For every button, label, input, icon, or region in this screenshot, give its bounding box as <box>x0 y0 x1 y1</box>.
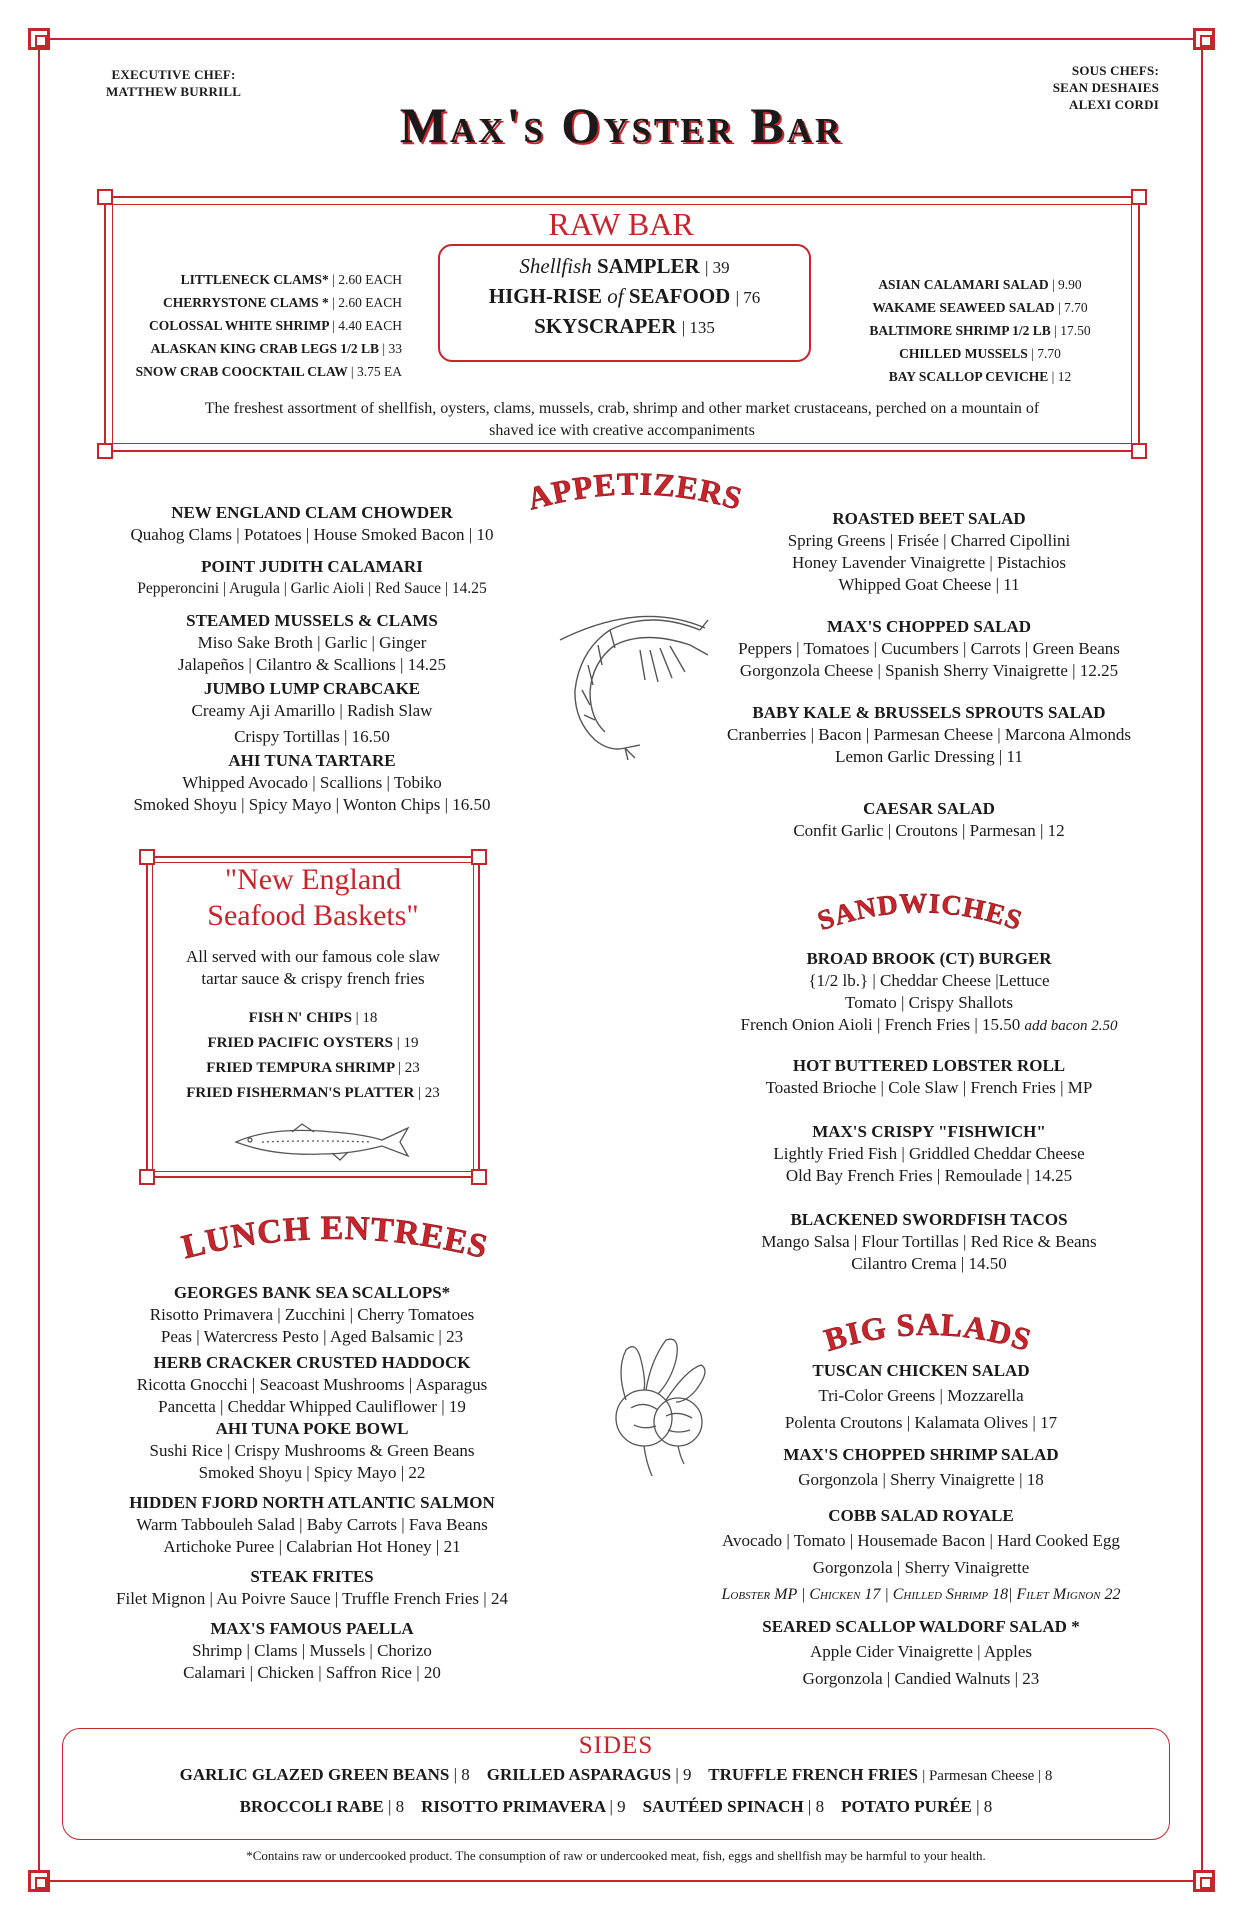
menu-item: JUMBO LUMP CRABCAKE Creamy Aji Amarillo | Radish Slaw Crispy Tortillas | 16.50 <box>191 679 433 746</box>
sous-chefs-label: SOUS CHEFS: <box>1071 63 1159 78</box>
menu-item: POINT JUDITH CALAMARI Pepperoncini | Arugula | Garlic Aioli | Red Sauce | 14.25 <box>137 557 487 597</box>
menu-item: HIDDEN FJORD NORTH ATLANTIC SALMON Warm Tabbouleh Salad | Baby Carrots | Fava Beans Artichoke Puree | Calabrian Hot Honey | 21 <box>129 1493 495 1556</box>
menu-item: CAESAR SALAD Confit Garlic | Croutons | Parmesan | 12 <box>793 799 1065 840</box>
sampler-item: SKYSCRAPER | 135 <box>534 314 715 338</box>
box-corner-ornament <box>97 189 113 205</box>
restaurant-name: Max's Oyster Bar <box>399 97 844 153</box>
sides-row <box>62 1760 1170 1791</box>
baskets-content <box>152 862 474 1106</box>
appetizers-list <box>104 502 520 826</box>
box-corner-ornament <box>471 1169 487 1185</box>
menu-item: COBB SALAD ROYALE Avocado | Tomato | Housemade Bacon | Hard Cooked Egg Gorgonzola | Sherry Vinaigrette Lobster MP | Chicken 17 | Chilled Shrimp 18| Filet Mignon 22 <box>676 1505 1166 1608</box>
raw-bar-note: The freshest assortment of shellfish, oysters, clams, mussels, crab, shrimp and other market crustaceans, perched on a mountain of shaved ice with creative accompaniments <box>204 400 1040 439</box>
menu-item: AHI TUNA TARTARE Whipped Avocado | Scallions | Tobiko Smoked Shoyu | Spicy Mayo | Wonton Chips | 16.50 <box>133 751 491 814</box>
menu-item: STEAK FRITES Filet Mignon | Au Poivre Sauce | Truffle French Fries | 24 <box>116 1567 508 1608</box>
sampler-list <box>438 252 811 342</box>
big-salads-list <box>676 1360 1166 1692</box>
raw-item: LITTLENECK CLAMS* | 2.60 EACH <box>180 272 402 287</box>
corner-ornament <box>28 1870 50 1892</box>
raw-item: SNOW CRAB COOCKTAIL CLAW | 3.75 EA <box>135 364 402 379</box>
corner-ornament <box>1193 1870 1215 1892</box>
corner-ornament <box>1193 28 1215 50</box>
baskets-desc: All served with our famous cole slaw <box>186 947 440 966</box>
box-corner-ornament <box>97 443 113 459</box>
raw-bar-left-list <box>110 268 402 383</box>
lunch-entrees-title <box>170 1198 500 1278</box>
fish-illustration <box>232 1120 412 1164</box>
box-corner-ornament <box>1131 189 1147 205</box>
menu-item: BABY KALE & BRUSSELS SPROUTS SALAD Cranberries | Bacon | Parmesan Cheese | Marcona Almonds Lemon Garlic Dressing | 11 <box>727 703 1131 766</box>
basket-item: FISH N' CHIPS | 18 <box>248 1010 378 1026</box>
box-corner-ornament <box>1131 443 1147 459</box>
sampler-item: HIGH-RISE of SEAFOOD | 76 <box>488 284 761 308</box>
basket-item: FRIED PACIFIC OYSTERS | 19 <box>207 1035 419 1051</box>
exec-chef-label: EXECUTIVE CHEF: <box>111 67 236 82</box>
raw-item: ASIAN CALAMARI SALAD | 9.90 <box>878 277 1082 292</box>
raw-item: COLOSSAL WHITE SHRIMP | 4.40 EACH <box>148 318 402 333</box>
exec-chef-name: MATTHEW BURRILL <box>106 84 242 99</box>
lunch-entrees-list <box>104 1282 520 1684</box>
shrimp-illustration <box>540 610 710 760</box>
basket-item: FRIED FISHERMAN'S PLATTER | 23 <box>186 1085 440 1101</box>
baskets-title: Seafood Baskets" <box>207 899 419 932</box>
menu-item: AHI TUNA POKE BOWL Sushi Rice | Crispy Mushrooms & Green Beans Smoked Shoyu | Spicy Mayo | 22 <box>149 1419 475 1482</box>
menu-item: MAX'S FAMOUS PAELLA Shrimp | Clams | Mussels | Chorizo Calamari | Chicken | Saffron Rice | 20 <box>183 1619 441 1682</box>
menu-item: MAX'S CHOPPED SHRIMP SALAD Gorgonzola | Sherry Vinaigrette | 18 <box>783 1445 1059 1489</box>
menu-item: HOT BUTTERED LOBSTER ROLL Toasted Brioche | Cole Slaw | French Fries | MP <box>765 1056 1093 1097</box>
svg-text:BIG SALADS: BIG SALADS <box>820 1305 1037 1358</box>
menu-item: NEW ENGLAND CLAM CHOWDER Quahog Clams | Potatoes | House Smoked Bacon | 10 <box>130 503 494 544</box>
sandwiches-list <box>696 948 1162 1275</box>
sides-title: SIDES <box>578 1732 654 1759</box>
svg-text:LUNCH ENTREES: LUNCH ENTREES <box>178 1209 492 1267</box>
raw-item: WAKAME SEAWEED SALAD | 7.70 <box>872 300 1088 315</box>
executive-chef <box>106 66 241 100</box>
side-item: BROCCOLI RABE | 8 <box>239 1797 405 1816</box>
salad-addons: Lobster MP | Chicken 17 | Chilled Shrimp 18| Filet Mignon 22 <box>721 1586 1121 1603</box>
menu-item: SEARED SCALLOP WALDORF SALAD * Apple Cider Vinaigrette | Apples Gorgonzola | Candied Walnuts | 23 <box>762 1617 1080 1688</box>
menu-item: BLACKENED SWORDFISH TACOS Mango Salsa | Flour Tortillas | Red Rice & Beans Cilantro Crema | 14.50 <box>761 1210 1097 1273</box>
side-item: GRILLED ASPARAGUS | 9 <box>486 1765 692 1784</box>
raw-item: CHILLED MUSSELS | 7.70 <box>899 346 1061 361</box>
sandwiches-title <box>800 880 1040 950</box>
side-item: POTATO PURÉE | 8 <box>841 1797 993 1816</box>
raw-item: BAY SCALLOP CEVICHE | 12 <box>888 369 1072 384</box>
side-item: SAUTÉED SPINACH | 8 <box>642 1797 825 1816</box>
menu-item: MAX'S CHOPPED SALAD Peppers | Tomatoes | Cucumbers | Carrots | Green Beans Gorgonzola Cheese | Spanish Sherry Vinaigrette | 12.25 <box>738 617 1120 680</box>
sides-row <box>62 1792 1170 1822</box>
raw-item: BALTIMORE SHRIMP 1/2 LB | 17.50 <box>869 323 1091 338</box>
menu-item: STEAMED MUSSELS & CLAMS Miso Sake Broth | Garlic | Ginger Jalapeños | Cilantro & Scallions | 14.25 <box>178 611 446 674</box>
menu-item: ROASTED BEET SALAD Spring Greens | Frisée | Charred Cipollini Honey Lavender Vinaigrette | Pistachios Whipped Goat Cheese | 11 <box>787 509 1071 594</box>
raw-item: ALASKAN KING CRAB LEGS 1/2 LB | 33 <box>150 341 402 356</box>
sous-chef-name: SEAN DESHAIES <box>1052 80 1159 95</box>
box-corner-ornament <box>139 1169 155 1185</box>
side-item: RISOTTO PRIMAVERA | 9 <box>421 1797 626 1816</box>
menu-item: BROAD BROOK (CT) BURGER {1/2 lb.} | Cheddar Cheese |Lettuce Tomato | Crispy Shallots French Onion Aioli | French Fries | 15.50 add bacon 2.50 <box>740 949 1118 1034</box>
disclaimer: *Contains raw or undercooked product. The consumption of raw or undercooked meat, fish, eggs and shellfish may be harmful to your health. <box>246 1848 986 1863</box>
menu-item: HERB CRACKER CRUSTED HADDOCK Ricotta Gnocchi | Seacoast Mushrooms | Asparagus Pancetta | Cheddar Whipped Cauliflower | 19 <box>136 1353 488 1416</box>
salads-list <box>696 508 1162 842</box>
menu-item: MAX'S CRISPY "FISHWICH" Lightly Fried Fish | Griddled Cheddar Cheese Old Bay French Fries | Remoulade | 14.25 <box>773 1122 1085 1185</box>
side-item: GARLIC GLAZED GREEN BEANS | 8 <box>179 1765 470 1784</box>
raw-bar-right-list <box>848 273 1112 388</box>
raw-bar-title: RAW BAR <box>548 206 694 242</box>
sous-chef-name: ALEXI CORDI <box>1069 97 1159 112</box>
sampler-item: Shellfish SAMPLER | 39 <box>519 254 730 278</box>
side-item: TRUFFLE FRENCH FRIES | Parmesan Cheese | 8 <box>708 1765 1053 1784</box>
raw-item: CHERRYSTONE CLAMS * | 2.60 EACH <box>162 295 402 310</box>
baskets-title: "New England <box>224 863 402 896</box>
basket-item: FRIED TEMPURA SHRIMP | 23 <box>206 1060 420 1076</box>
baskets-desc: tartar sauce & crispy french fries <box>201 969 425 988</box>
menu-item: GEORGES BANK SEA SCALLOPS* Risotto Primavera | Zucchini | Cherry Tomatoes Peas | Watercress Pesto | Aged Balsamic | 23 <box>149 1283 475 1346</box>
menu-item: TUSCAN CHICKEN SALAD Tri-Color Greens | Mozzarella Polenta Croutons | Kalamata Olives | 17 <box>784 1361 1058 1432</box>
corner-ornament <box>28 28 50 50</box>
svg-text:SANDWICHES: SANDWICHES <box>813 888 1027 938</box>
svg-text:APPETIZERS: APPETIZERS <box>523 465 747 517</box>
